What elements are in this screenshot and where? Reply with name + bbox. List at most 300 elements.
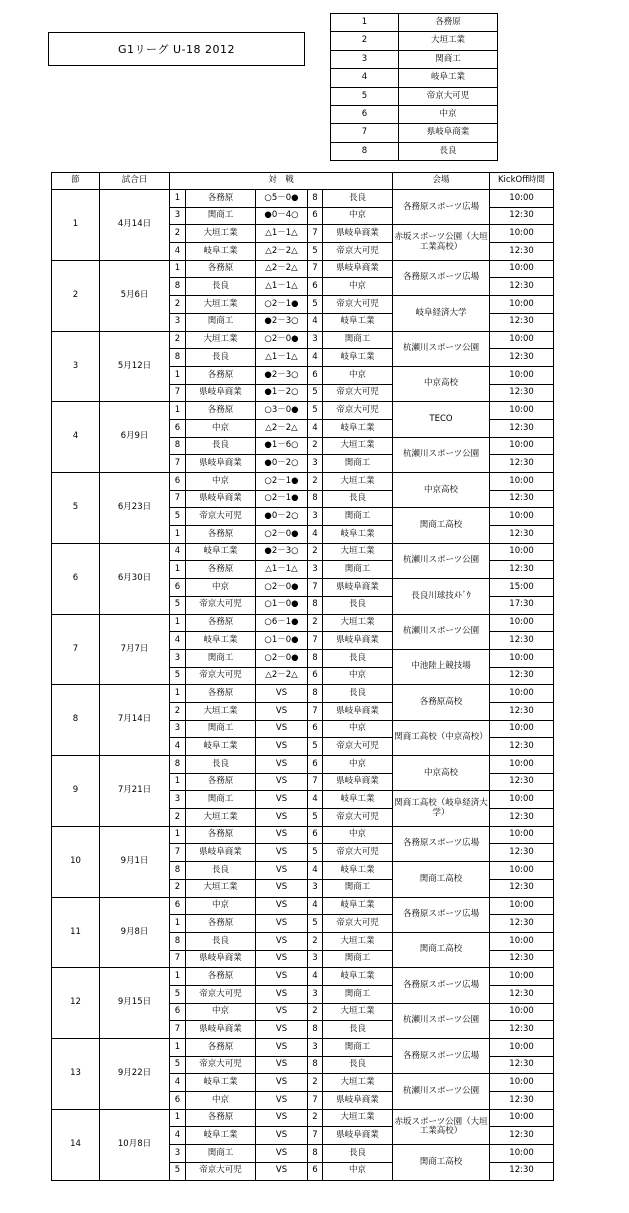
home-team: 関商工 [186, 649, 256, 667]
home-team: 各務原 [186, 968, 256, 986]
home-team-number: 8 [170, 278, 186, 296]
home-team-number: 7 [170, 844, 186, 862]
away-team: 中京 [323, 1162, 393, 1180]
match-result: VS [256, 791, 308, 809]
kickoff-time: 12:30 [490, 278, 554, 296]
round-number: 1 [52, 190, 100, 261]
away-team: 帝京大可児 [323, 243, 393, 261]
home-team: 帝京大可児 [186, 985, 256, 1003]
legend-row [331, 50, 498, 68]
away-team: 中京 [323, 720, 393, 738]
match-date: 6月23日 [100, 473, 170, 544]
home-team: 中京 [186, 1092, 256, 1110]
away-team-number: 8 [308, 649, 323, 667]
match-result: VS [256, 950, 308, 968]
match-result: VS [256, 1145, 308, 1163]
venue: 関商工高校 [393, 932, 490, 967]
kickoff-time: 10:00 [490, 1039, 554, 1057]
kickoff-time: 10:00 [490, 791, 554, 809]
venue: 各務原スポーツ広場 [393, 826, 490, 861]
home-team-number: 5 [170, 985, 186, 1003]
match-result: ○1－0● [256, 632, 308, 650]
home-team: 各務原 [186, 1039, 256, 1057]
home-team: 大垣工業 [186, 702, 256, 720]
away-team-number: 2 [308, 437, 323, 455]
home-team-number: 3 [170, 649, 186, 667]
kickoff-time: 10:00 [490, 296, 554, 314]
match-result: VS [256, 844, 308, 862]
away-team: 大垣工業 [323, 437, 393, 455]
round-number: 4 [52, 402, 100, 473]
away-team-number: 5 [308, 384, 323, 402]
home-team-number: 2 [170, 296, 186, 314]
home-team: 関商工 [186, 207, 256, 225]
kickoff-time: 12:30 [490, 243, 554, 261]
venue: 関商工高校 [393, 862, 490, 897]
home-team-number: 1 [170, 1039, 186, 1057]
kickoff-time: 10:00 [490, 402, 554, 420]
home-team: 帝京大可児 [186, 596, 256, 614]
venue: 赤坂スポーツ公園（大垣工業高校） [393, 225, 490, 260]
kickoff-time: 12:30 [490, 809, 554, 827]
home-team: 県岐阜商業 [186, 455, 256, 473]
match-date: 9月1日 [100, 826, 170, 897]
home-team: 関商工 [186, 1145, 256, 1163]
home-team-number: 2 [170, 879, 186, 897]
venue: 杭瀬川スポーツ公園 [393, 437, 490, 472]
match-result: ○3－0● [256, 402, 308, 420]
home-team: 岐阜工業 [186, 243, 256, 261]
home-team: 各務原 [186, 561, 256, 579]
round-number: 11 [52, 897, 100, 968]
away-team-number: 7 [308, 225, 323, 243]
home-team: 関商工 [186, 791, 256, 809]
venue: 中池陸上競技場 [393, 649, 490, 684]
venue: 杭瀬川スポーツ公園 [393, 543, 490, 578]
home-team-number: 1 [170, 190, 186, 208]
away-team: 大垣工業 [323, 932, 393, 950]
team-name: 大垣工業 [399, 32, 498, 50]
match-date: 7月14日 [100, 685, 170, 756]
match-row [52, 685, 554, 703]
match-date: 9月8日 [100, 897, 170, 968]
home-team-number: 1 [170, 1109, 186, 1127]
venue: 各務原高校 [393, 685, 490, 720]
match-result: VS [256, 826, 308, 844]
kickoff-time: 12:30 [490, 773, 554, 791]
away-team: 中京 [323, 366, 393, 384]
home-team: 長良 [186, 349, 256, 367]
kickoff-time: 10:00 [490, 260, 554, 278]
away-team: 帝京大可児 [323, 384, 393, 402]
home-team-number: 5 [170, 596, 186, 614]
home-team-number: 1 [170, 614, 186, 632]
venue: 関商工高校 [393, 508, 490, 543]
match-row [52, 1109, 554, 1127]
away-team-number: 5 [308, 915, 323, 933]
home-team: 各務原 [186, 190, 256, 208]
away-team: 中京 [323, 207, 393, 225]
home-team: 中京 [186, 419, 256, 437]
away-team-number: 7 [308, 260, 323, 278]
kickoff-time: 10:00 [490, 543, 554, 561]
away-team-number: 6 [308, 207, 323, 225]
home-team-number: 6 [170, 897, 186, 915]
home-team: 大垣工業 [186, 879, 256, 897]
away-team-number: 7 [308, 773, 323, 791]
match-result: VS [256, 720, 308, 738]
away-team-number: 4 [308, 526, 323, 544]
home-team-number: 1 [170, 968, 186, 986]
team-name: 県岐阜商業 [399, 124, 498, 142]
match-result: △2－2△ [256, 260, 308, 278]
away-team-number: 2 [308, 1003, 323, 1021]
venue: 中京高校 [393, 366, 490, 401]
kickoff-time: 10:00 [490, 897, 554, 915]
away-team: 大垣工業 [323, 1074, 393, 1092]
home-team-number: 3 [170, 720, 186, 738]
away-team-number: 4 [308, 862, 323, 880]
match-date: 6月9日 [100, 402, 170, 473]
venue: 長良川球技ﾒﾄﾞｳ [393, 579, 490, 614]
home-team-number: 1 [170, 260, 186, 278]
round-number: 14 [52, 1109, 100, 1180]
match-row [52, 614, 554, 632]
away-team: 長良 [323, 649, 393, 667]
venue: 各務原スポーツ広場 [393, 897, 490, 932]
home-team: 県岐阜商業 [186, 1021, 256, 1039]
match-row [52, 1039, 554, 1057]
match-result: ○1－0● [256, 596, 308, 614]
legend-row [331, 87, 498, 105]
home-team: 帝京大可児 [186, 508, 256, 526]
home-team: 各務原 [186, 366, 256, 384]
kickoff-time: 12:30 [490, 879, 554, 897]
away-team-number: 5 [308, 738, 323, 756]
away-team: 岐阜工業 [323, 313, 393, 331]
team-number: 8 [331, 142, 399, 160]
home-team: 大垣工業 [186, 331, 256, 349]
away-team-number: 6 [308, 756, 323, 774]
away-team: 長良 [323, 1021, 393, 1039]
home-team-number: 1 [170, 366, 186, 384]
round-number: 2 [52, 260, 100, 331]
away-team-number: 3 [308, 879, 323, 897]
match-result: VS [256, 1021, 308, 1039]
match-row [52, 402, 554, 420]
away-team-number: 7 [308, 579, 323, 597]
home-team: 各務原 [186, 773, 256, 791]
kickoff-time: 10:00 [490, 437, 554, 455]
away-team: 県岐阜商業 [323, 1092, 393, 1110]
away-team: 関商工 [323, 508, 393, 526]
round-number: 3 [52, 331, 100, 402]
home-team-number: 7 [170, 455, 186, 473]
kickoff-time: 10:00 [490, 225, 554, 243]
away-team: 長良 [323, 596, 393, 614]
team-number: 7 [331, 124, 399, 142]
away-team: 関商工 [323, 455, 393, 473]
home-team-number: 8 [170, 862, 186, 880]
header-round: 節 [52, 173, 100, 190]
match-result: ●2－3○ [256, 543, 308, 561]
away-team-number: 6 [308, 1162, 323, 1180]
away-team: 岐阜工業 [323, 526, 393, 544]
match-result: VS [256, 968, 308, 986]
match-result: VS [256, 702, 308, 720]
venue: 中京高校 [393, 756, 490, 791]
legend-row [331, 32, 498, 50]
match-row [52, 756, 554, 774]
kickoff-time: 10:00 [490, 1109, 554, 1127]
away-team: 長良 [323, 685, 393, 703]
match-row [52, 190, 554, 208]
venue: 赤坂スポーツ公園（大垣工業高校） [393, 1109, 490, 1144]
away-team-number: 4 [308, 419, 323, 437]
home-team: 長良 [186, 862, 256, 880]
kickoff-time: 10:00 [490, 1003, 554, 1021]
away-team: 中京 [323, 667, 393, 685]
away-team-number: 2 [308, 932, 323, 950]
home-team: 各務原 [186, 402, 256, 420]
home-team-number: 4 [170, 632, 186, 650]
home-team: 県岐阜商業 [186, 490, 256, 508]
team-name: 関商工 [399, 50, 498, 68]
kickoff-time: 12:30 [490, 844, 554, 862]
venue: 杭瀬川スポーツ公園 [393, 1003, 490, 1038]
away-team-number: 8 [308, 490, 323, 508]
home-team: 各務原 [186, 915, 256, 933]
team-number: 3 [331, 50, 399, 68]
away-team: 大垣工業 [323, 473, 393, 491]
home-team: 帝京大可児 [186, 1162, 256, 1180]
match-row [52, 968, 554, 986]
venue: 杭瀬川スポーツ公園 [393, 614, 490, 649]
home-team: 帝京大可児 [186, 1056, 256, 1074]
venue: TECO [393, 402, 490, 437]
away-team: 県岐阜商業 [323, 1127, 393, 1145]
away-team: 帝京大可児 [323, 738, 393, 756]
away-team-number: 4 [308, 968, 323, 986]
away-team-number: 4 [308, 313, 323, 331]
away-team-number: 5 [308, 402, 323, 420]
header-kickoff: KickOff時間 [490, 173, 554, 190]
match-date: 7月7日 [100, 614, 170, 685]
match-result: ●0－2○ [256, 455, 308, 473]
kickoff-time: 17:30 [490, 596, 554, 614]
away-team-number: 5 [308, 296, 323, 314]
home-team: 長良 [186, 756, 256, 774]
home-team: 各務原 [186, 1109, 256, 1127]
match-row [52, 897, 554, 915]
match-result: ○2－1● [256, 473, 308, 491]
away-team: 関商工 [323, 985, 393, 1003]
kickoff-time: 12:30 [490, 632, 554, 650]
home-team-number: 3 [170, 791, 186, 809]
kickoff-time: 12:30 [490, 950, 554, 968]
home-team-number: 8 [170, 349, 186, 367]
home-team: 県岐阜商業 [186, 950, 256, 968]
kickoff-time: 12:30 [490, 384, 554, 402]
match-result: VS [256, 915, 308, 933]
team-name: 中京 [399, 105, 498, 123]
away-team-number: 4 [308, 349, 323, 367]
home-team-number: 7 [170, 1021, 186, 1039]
home-team-number: 6 [170, 473, 186, 491]
kickoff-time: 10:00 [490, 968, 554, 986]
match-result: VS [256, 773, 308, 791]
match-result: VS [256, 1092, 308, 1110]
team-name: 岐阜工業 [399, 69, 498, 87]
match-date: 7月21日 [100, 756, 170, 827]
away-team: 長良 [323, 1145, 393, 1163]
home-team-number: 2 [170, 331, 186, 349]
home-team: 関商工 [186, 313, 256, 331]
away-team: 県岐阜商業 [323, 632, 393, 650]
home-team: 関商工 [186, 720, 256, 738]
match-result: △1－1△ [256, 349, 308, 367]
kickoff-time: 12:30 [490, 207, 554, 225]
home-team: 中京 [186, 473, 256, 491]
home-team-number: 5 [170, 1056, 186, 1074]
match-result: VS [256, 1056, 308, 1074]
header-venue: 会場 [393, 173, 490, 190]
away-team-number: 3 [308, 508, 323, 526]
kickoff-time: 10:00 [490, 685, 554, 703]
away-team-number: 5 [308, 809, 323, 827]
match-result: VS [256, 685, 308, 703]
away-team: 岐阜工業 [323, 968, 393, 986]
schedule-table [51, 172, 554, 1181]
away-team: 関商工 [323, 950, 393, 968]
venue: 岐阜経済大学 [393, 296, 490, 331]
team-number: 2 [331, 32, 399, 50]
away-team-number: 2 [308, 1074, 323, 1092]
kickoff-time: 12:30 [490, 915, 554, 933]
kickoff-time: 12:30 [490, 702, 554, 720]
venue: 各務原スポーツ広場 [393, 190, 490, 225]
home-team-number: 1 [170, 526, 186, 544]
home-team: 長良 [186, 932, 256, 950]
away-team: 県岐阜商業 [323, 225, 393, 243]
away-team: 帝京大可児 [323, 296, 393, 314]
round-number: 9 [52, 756, 100, 827]
home-team-number: 6 [170, 1092, 186, 1110]
kickoff-time: 12:30 [490, 1056, 554, 1074]
venue: 各務原スポーツ広場 [393, 1039, 490, 1074]
home-team-number: 8 [170, 437, 186, 455]
away-team: 長良 [323, 190, 393, 208]
away-team: 大垣工業 [323, 543, 393, 561]
away-team: 県岐阜商業 [323, 702, 393, 720]
home-team-number: 2 [170, 225, 186, 243]
round-number: 7 [52, 614, 100, 685]
match-date: 10月8日 [100, 1109, 170, 1180]
home-team: 長良 [186, 437, 256, 455]
match-result: ○2－0● [256, 526, 308, 544]
team-name: 帝京大可児 [399, 87, 498, 105]
round-number: 12 [52, 968, 100, 1039]
match-date: 5月6日 [100, 260, 170, 331]
kickoff-time: 12:30 [490, 313, 554, 331]
home-team: 岐阜工業 [186, 543, 256, 561]
away-team-number: 7 [308, 1092, 323, 1110]
round-number: 6 [52, 543, 100, 614]
kickoff-time: 12:30 [490, 1092, 554, 1110]
away-team-number: 6 [308, 366, 323, 384]
home-team-number: 3 [170, 207, 186, 225]
away-team: 関商工 [323, 1039, 393, 1057]
match-result: △2－2△ [256, 419, 308, 437]
away-team: 大垣工業 [323, 614, 393, 632]
legend-row [331, 69, 498, 87]
match-result: VS [256, 738, 308, 756]
away-team-number: 5 [308, 243, 323, 261]
kickoff-time: 10:00 [490, 649, 554, 667]
legend-row [331, 14, 498, 32]
match-date: 4月14日 [100, 190, 170, 261]
venue: 杭瀬川スポーツ公園 [393, 1074, 490, 1109]
kickoff-time: 10:00 [490, 473, 554, 491]
match-result: VS [256, 1109, 308, 1127]
home-team-number: 6 [170, 1003, 186, 1021]
match-result: VS [256, 1127, 308, 1145]
venue: 中京高校 [393, 473, 490, 508]
round-number: 13 [52, 1039, 100, 1110]
kickoff-time: 12:30 [490, 526, 554, 544]
kickoff-time: 10:00 [490, 1074, 554, 1092]
away-team: 帝京大可児 [323, 844, 393, 862]
team-number: 1 [331, 14, 399, 32]
kickoff-time: 12:30 [490, 738, 554, 756]
match-result: △1－1△ [256, 278, 308, 296]
away-team-number: 7 [308, 632, 323, 650]
match-result: ○2－1● [256, 296, 308, 314]
home-team-number: 1 [170, 561, 186, 579]
away-team: 長良 [323, 490, 393, 508]
match-result: ○2－0● [256, 331, 308, 349]
kickoff-time: 10:00 [490, 862, 554, 880]
home-team-number: 7 [170, 490, 186, 508]
venue: 関商工高校 [393, 1145, 490, 1180]
match-result: VS [256, 756, 308, 774]
match-date: 6月30日 [100, 543, 170, 614]
home-team-number: 6 [170, 419, 186, 437]
away-team-number: 6 [308, 720, 323, 738]
team-name: 各務原 [399, 14, 498, 32]
kickoff-time: 12:30 [490, 561, 554, 579]
away-team-number: 8 [308, 1056, 323, 1074]
away-team-number: 2 [308, 543, 323, 561]
match-row [52, 260, 554, 278]
home-team: 県岐阜商業 [186, 384, 256, 402]
home-team: 各務原 [186, 526, 256, 544]
away-team: 岐阜工業 [323, 791, 393, 809]
home-team: 中京 [186, 897, 256, 915]
kickoff-time: 10:00 [490, 1145, 554, 1163]
kickoff-time: 12:30 [490, 455, 554, 473]
away-team: 中京 [323, 278, 393, 296]
home-team-number: 3 [170, 313, 186, 331]
match-result: ○2－1● [256, 490, 308, 508]
match-result: VS [256, 1003, 308, 1021]
match-result: △1－1△ [256, 225, 308, 243]
venue: 関商工高校（中京高校） [393, 720, 490, 755]
away-team-number: 6 [308, 826, 323, 844]
home-team-number: 2 [170, 809, 186, 827]
away-team-number: 7 [308, 1127, 323, 1145]
match-result: VS [256, 862, 308, 880]
